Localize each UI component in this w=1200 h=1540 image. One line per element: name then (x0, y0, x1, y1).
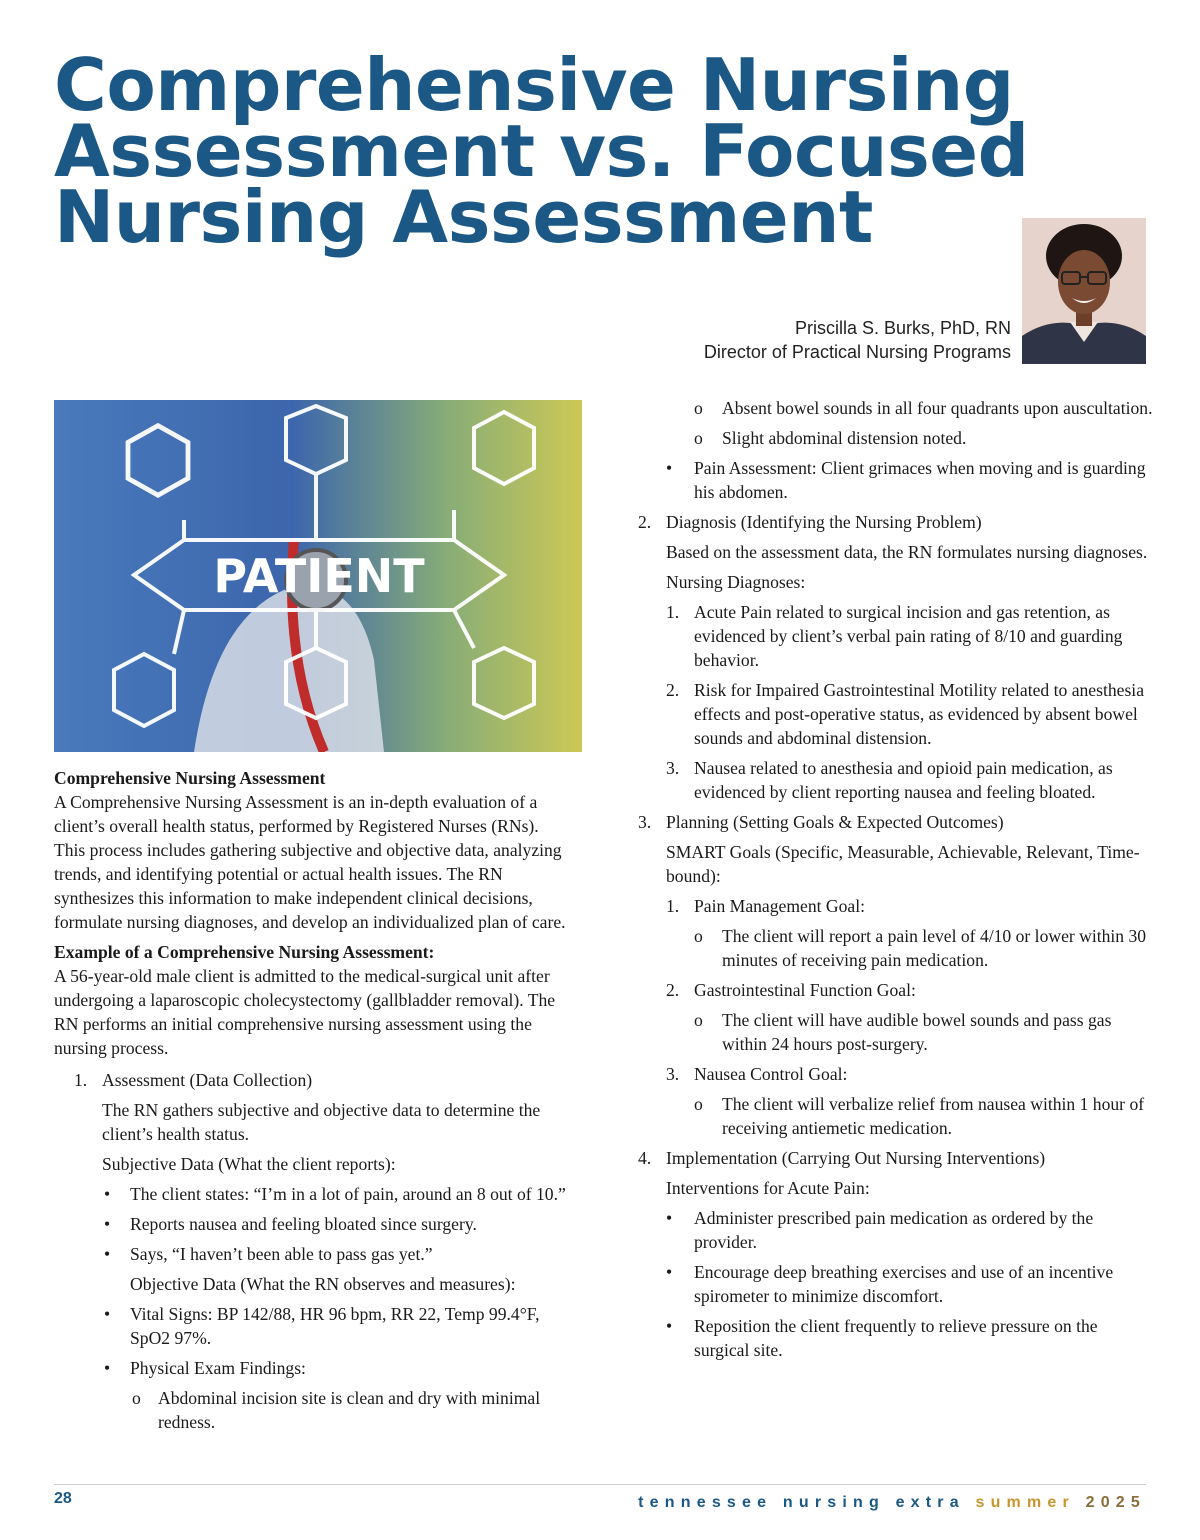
magazine-season: summer (975, 1494, 1075, 1511)
step-1-title: Assessment (Data Collection) (102, 1070, 313, 1090)
article-title (54, 43, 1164, 259)
goal-detail (636, 1092, 1156, 1140)
bullet-icon: • (666, 458, 673, 478)
goal-detail-text: The client will have audible bowel sounds and pass gas within 24 hours post-surgery. (722, 1010, 1112, 1054)
goal-number: 1. (666, 896, 680, 916)
step-3-number: 3. (638, 812, 652, 832)
step-2-text: Based on the assessment data, the RN formulates nursing diagnoses. (666, 542, 1148, 562)
magazine-footer (638, 1494, 1146, 1512)
goal-detail-text: The client will report a pain level of 4/10 or lower within 30 minutes of receiving pain medication. (722, 926, 1147, 970)
step-2-title: Diagnosis (Identifying the Nursing Problem) (666, 512, 982, 532)
step-3-title: Planning (Setting Goals & Expected Outcomes) (666, 812, 1004, 832)
subjective-text: Says, “I haven’t been able to pass gas yet.” (130, 1244, 433, 1264)
bullet-icon: • (666, 1316, 673, 1336)
diagnosis-item (636, 756, 1156, 804)
goal-title: Nausea Control Goal: (694, 1064, 848, 1084)
subjective-label: Subjective Data (What the client reports): (102, 1154, 396, 1174)
goal-item (636, 978, 1156, 1002)
objective-text: Physical Exam Findings: (130, 1358, 306, 1378)
step-1-number: 1. (74, 1070, 88, 1090)
step-2 (636, 510, 1156, 534)
step-4-number: 4. (638, 1148, 652, 1168)
magazine-name: tennessee nursing extra (638, 1494, 965, 1511)
pain-assessment-item (636, 456, 1156, 504)
section-heading: Comprehensive Nursing Assessment (54, 768, 326, 788)
page-number: 28 (54, 1490, 72, 1507)
diagnosis-text: Risk for Impaired Gastrointestinal Motility related to anesthesia effects and post-operative status, as evidenced by absent bowel sounds and abdominal distension. (694, 680, 1144, 748)
bullet-icon: • (104, 1244, 111, 1264)
circle-bullet-icon: o (694, 1010, 703, 1030)
diagnosis-item (636, 600, 1156, 672)
magazine-year: 2025 (1085, 1494, 1146, 1511)
circle-bullet-icon: o (694, 926, 703, 946)
intervention-text: Encourage deep breathing exercises and use of an incentive spirometer to minimize discomfort. (694, 1262, 1114, 1306)
step-3-text: SMART Goals (Specific, Measurable, Achievable, Relevant, Time-bound): (666, 842, 1140, 886)
example-paragraph: A 56-year-old male client is admitted to the medical-surgical unit after undergoing a laparoscopic cholecystectomy (gallbladder removal). The RN performs an initial comprehensive nursing assessment using the nursing process. (54, 966, 556, 1058)
objective-label: Objective Data (What the RN observes and measures): (130, 1274, 516, 1294)
goal-detail (636, 924, 1156, 972)
objective-item (54, 1302, 574, 1350)
bullet-icon: • (666, 1262, 673, 1282)
exam-finding-item (636, 426, 1156, 450)
goal-detail (636, 1008, 1156, 1056)
subjective-item (54, 1212, 574, 1236)
right-column (636, 396, 1156, 1362)
interventions-label: Interventions for Acute Pain: (666, 1178, 870, 1198)
goal-number: 3. (666, 1064, 680, 1084)
byline (704, 316, 1011, 364)
intro-paragraph: A Comprehensive Nursing Assessment is an in-depth evaluation of a client’s overall health status, performed by Registered Nurses (RNs). This process includes gathering subjective and objective data, analyzing trends, and identifying potential or actual health issues. The RN synthesizes this information to make independent clinical decisions, formulate nursing diagnoses, and develop an individualized plan of care. (54, 792, 566, 932)
objective-text: Vital Signs: BP 142/88, HR 96 bpm, RR 22, Temp 99.4°F, SpO2 97%. (130, 1304, 540, 1348)
bullet-icon: • (104, 1214, 111, 1234)
step-1 (54, 1068, 574, 1092)
exam-finding-text: Abdominal incision site is clean and dry with minimal redness. (158, 1388, 541, 1432)
step-2-number: 2. (638, 512, 652, 532)
footer-divider (54, 1484, 1146, 1485)
article-title-line-2: Assessment vs. Focused (54, 109, 1029, 193)
exam-finding-text: Slight abdominal distension noted. (722, 428, 967, 448)
step-4-title: Implementation (Carrying Out Nursing Interventions) (666, 1148, 1046, 1168)
goal-title: Gastrointestinal Function Goal: (694, 980, 916, 1000)
subjective-item (54, 1182, 574, 1206)
exam-finding-item (636, 396, 1156, 420)
circle-bullet-icon: o (694, 1094, 703, 1114)
goal-item (636, 894, 1156, 918)
bullet-icon: • (104, 1304, 111, 1324)
step-4 (636, 1146, 1156, 1170)
author-name: Priscilla S. Burks, PhD, RN (794, 318, 1011, 338)
article-title-line-1: Comprehensive Nursing (54, 43, 1014, 127)
bullet-icon: • (104, 1358, 111, 1378)
goal-detail-text: The client will verbalize relief from nausea within 1 hour of receiving antiemetic medication. (722, 1094, 1145, 1138)
exam-finding-text: Absent bowel sounds in all four quadrants upon auscultation. (722, 398, 1153, 418)
intervention-item (636, 1260, 1156, 1308)
left-column (54, 766, 574, 1434)
intervention-item (636, 1206, 1156, 1254)
objective-item (54, 1356, 574, 1380)
article-title-line-3: Nursing Assessment (54, 175, 873, 259)
goal-number: 2. (666, 980, 680, 1000)
goal-title: Pain Management Goal: (694, 896, 866, 916)
author-role: Director of Practical Nursing Programs (703, 342, 1011, 362)
goal-item (636, 1062, 1156, 1086)
bullet-icon: • (666, 1208, 673, 1228)
example-heading: Example of a Comprehensive Nursing Assessment: (54, 942, 435, 962)
intervention-item (636, 1314, 1156, 1362)
subjective-item (54, 1242, 574, 1266)
diagnosis-text: Acute Pain related to surgical incision and gas retention, as evidenced by client’s verbal pain rating of 8/10 and guarding behavior. (694, 602, 1123, 670)
intervention-text: Reposition the client frequently to relieve pressure on the surgical site. (694, 1316, 1098, 1360)
diagnosis-text: Nausea related to anesthesia and opioid pain medication, as evidenced by client reporting nausea and feeling bloated. (694, 758, 1113, 802)
author-photo (1022, 218, 1146, 364)
diagnoses-label: Nursing Diagnoses: (666, 572, 806, 592)
hero-illustration (54, 400, 582, 752)
subjective-text: The client states: “I’m in a lot of pain, around an 8 out of 10.” (130, 1184, 566, 1204)
circle-bullet-icon: o (132, 1388, 141, 1408)
exam-finding-item (54, 1386, 574, 1434)
diagnosis-number: 1. (666, 602, 680, 622)
bullet-icon: • (104, 1184, 111, 1204)
diagnosis-number: 3. (666, 758, 680, 778)
circle-bullet-icon: o (694, 398, 703, 418)
diagnosis-item (636, 678, 1156, 750)
step-3 (636, 810, 1156, 834)
diagnosis-number: 2. (666, 680, 680, 700)
circle-bullet-icon: o (694, 428, 703, 448)
hero-label: PATIENT (213, 549, 425, 603)
pain-assessment-text: Pain Assessment: Client grimaces when moving and is guarding his abdomen. (694, 458, 1146, 502)
step-1-text: The RN gathers subjective and objective data to determine the client’s health status. (102, 1100, 541, 1144)
subjective-text: Reports nausea and feeling bloated since surgery. (130, 1214, 477, 1234)
intervention-text: Administer prescribed pain medication as ordered by the provider. (694, 1208, 1094, 1252)
